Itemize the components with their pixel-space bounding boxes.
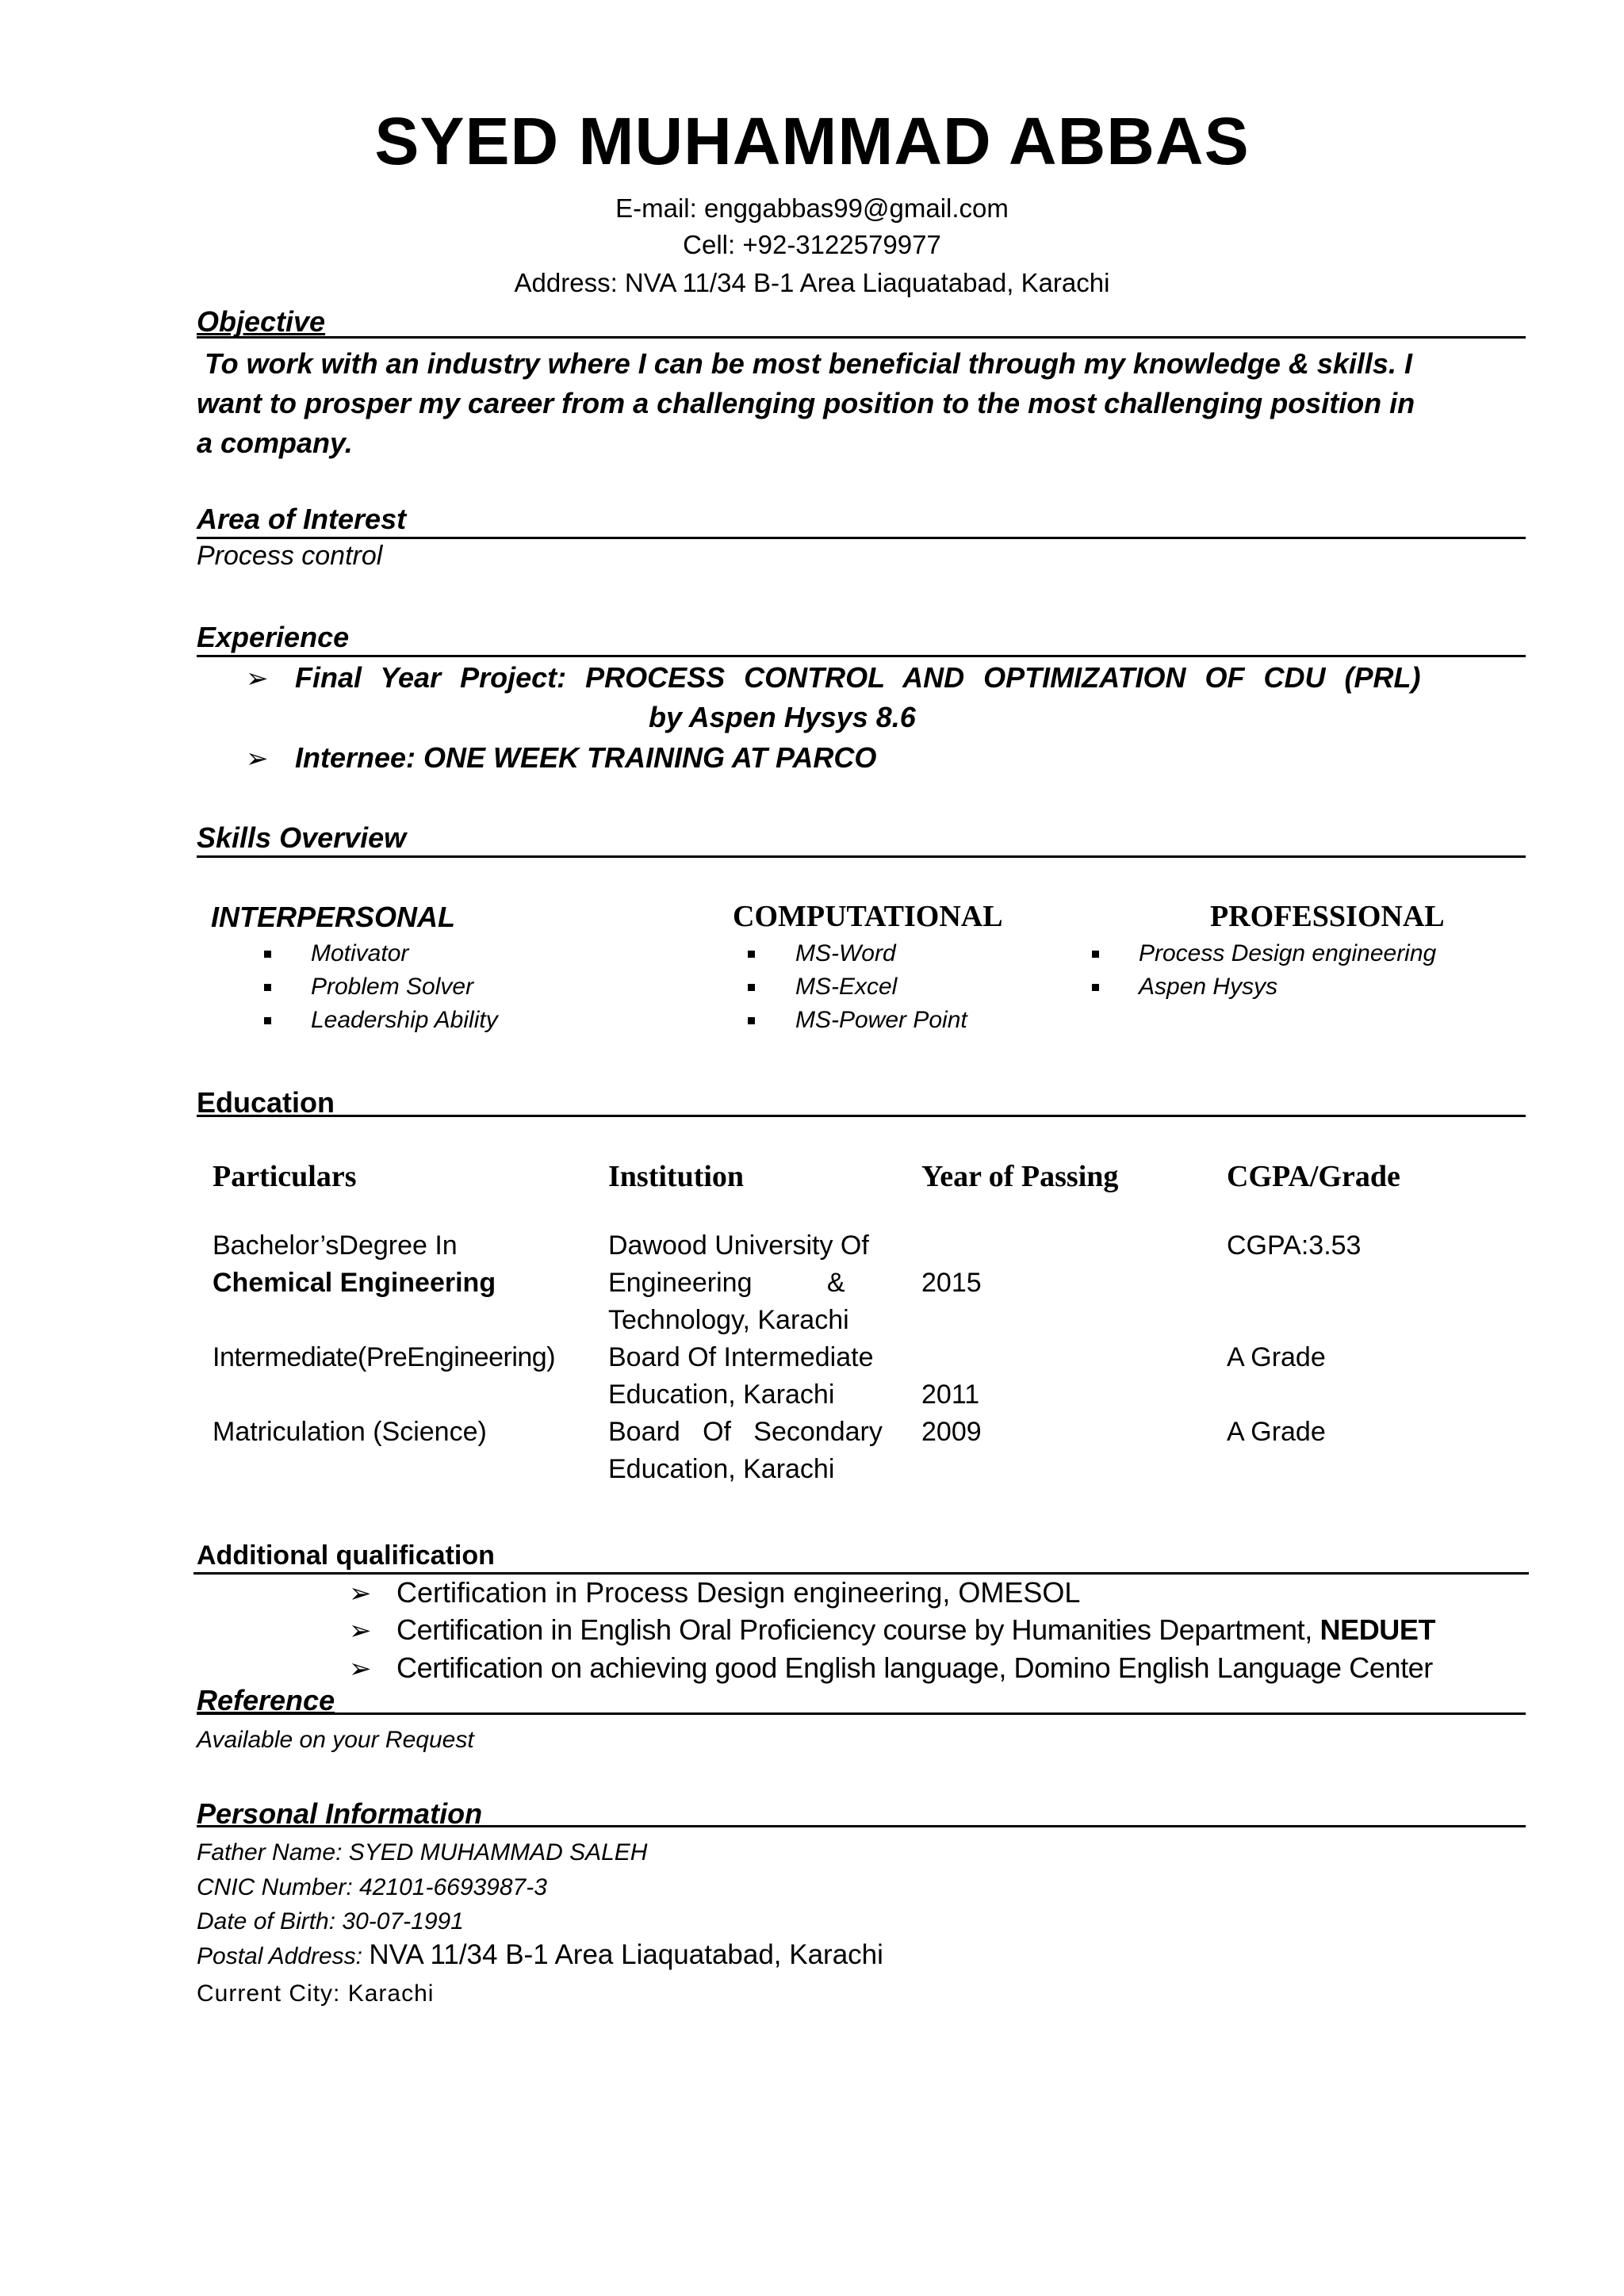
skill-item: MS-Word bbox=[795, 940, 896, 966]
reference-text: Available on your Request bbox=[197, 1727, 474, 1753]
column-header: CGPA/Grade bbox=[1227, 1160, 1400, 1193]
email-line: E-mail: enggabbas99@gmail.com bbox=[615, 193, 1009, 223]
additional-rule bbox=[193, 1572, 1529, 1575]
qualification-item: Certification on achieving good English language, Domino English Language Center bbox=[396, 1651, 1433, 1684]
skill-item: Leadership Ability bbox=[311, 1007, 498, 1033]
personal-title: Personal Information bbox=[197, 1797, 483, 1830]
table-cell: Bachelor’sDegree In bbox=[213, 1230, 458, 1261]
cnic-number: CNIC Number: 42101-6693987-3 bbox=[197, 1874, 547, 1900]
square-bullet-icon bbox=[748, 984, 755, 991]
current-city: Current City: Karachi bbox=[197, 1980, 435, 2007]
skill-item: Motivator bbox=[311, 940, 409, 966]
qualification-bold-text: NEDUET bbox=[1320, 1613, 1436, 1646]
table-cell: 2011 bbox=[921, 1380, 980, 1410]
education-rule bbox=[197, 1115, 1526, 1117]
objective-rule bbox=[197, 336, 1526, 339]
experience-item-1-line-2: by Aspen Hysys 8.6 bbox=[649, 701, 916, 733]
skill-item: MS-Power Point bbox=[795, 1007, 967, 1033]
arrow-bullet-icon: ➢ bbox=[349, 1616, 372, 1646]
experience-item-2: Internee: ONE WEEK TRAINING AT PARCO bbox=[295, 741, 877, 774]
experience-rule bbox=[197, 655, 1526, 657]
skill-item: Process Design engineering bbox=[1139, 940, 1437, 966]
square-bullet-icon bbox=[264, 1017, 271, 1024]
objective-line-2: want to prosper my career from a challenging position to the most challenging position in bbox=[197, 387, 1415, 419]
objective-line-1: To work with an industry where I can be most beneficial through my knowledge & skills. I bbox=[205, 347, 1412, 380]
personal-rule bbox=[197, 1825, 1526, 1827]
additional-title: Additional qualification bbox=[197, 1540, 495, 1571]
arrow-bullet-icon: ➢ bbox=[349, 1578, 372, 1609]
table-cell: Chemical Engineering bbox=[213, 1268, 496, 1298]
skill-item: MS-Excel bbox=[795, 974, 898, 1000]
table-cell: 2009 bbox=[921, 1417, 982, 1447]
table-cell: Intermediate(PreEngineering) bbox=[213, 1342, 556, 1372]
square-bullet-icon bbox=[748, 1017, 755, 1024]
skills-title: Skills Overview bbox=[197, 821, 407, 854]
table-cell: Board Of Intermediate bbox=[608, 1342, 874, 1372]
computational-heading: COMPUTATIONAL bbox=[733, 900, 1003, 933]
education-title: Education bbox=[197, 1086, 335, 1119]
postal-address bbox=[197, 1939, 883, 1971]
qualification-item bbox=[396, 1613, 1435, 1647]
square-bullet-icon bbox=[264, 951, 271, 958]
interest-rule bbox=[197, 537, 1526, 539]
postal-address-value: NVA 11/34 B-1 Area Liaquatabad, Karachi bbox=[369, 1939, 883, 1970]
cell-line: Cell: +92-3122579977 bbox=[683, 230, 941, 259]
table-cell: A Grade bbox=[1227, 1417, 1326, 1447]
column-header: Year of Passing bbox=[921, 1160, 1119, 1193]
table-cell: Dawood University Of bbox=[608, 1230, 869, 1261]
reference-rule bbox=[197, 1712, 1526, 1715]
column-header: Particulars bbox=[213, 1160, 357, 1193]
experience-title: Experience bbox=[197, 621, 350, 653]
table-cell: CGPA:3.53 bbox=[1227, 1230, 1362, 1261]
table-cell: Technology, Karachi bbox=[608, 1305, 849, 1335]
table-cell: 2015 bbox=[921, 1268, 982, 1298]
table-cell: Matriculation (Science) bbox=[213, 1417, 487, 1447]
arrow-bullet-icon: ➢ bbox=[246, 664, 269, 694]
skill-item: Aspen Hysys bbox=[1139, 974, 1278, 1000]
father-name: Father Name: SYED MUHAMMAD SALEH bbox=[197, 1839, 648, 1866]
square-bullet-icon bbox=[1092, 951, 1099, 958]
arrow-bullet-icon: ➢ bbox=[246, 744, 269, 774]
qualification-text: Certification in English Oral Proficiency course by Humanities Department, bbox=[396, 1613, 1320, 1646]
skills-rule bbox=[197, 855, 1526, 858]
experience-item-1: Final Year Project: PROCESS CONTROL AND OPTIMIZATION OF CDU (PRL) bbox=[295, 661, 1421, 694]
interpersonal-heading: INTERPERSONAL bbox=[211, 901, 456, 933]
interest-title: Area of Interest bbox=[197, 503, 407, 535]
qualification-item: Certification in Process Design engineering, OMESOL bbox=[396, 1576, 1081, 1609]
postal-address-label: Postal Address: bbox=[197, 1943, 370, 1969]
arrow-bullet-icon: ➢ bbox=[349, 1654, 372, 1684]
professional-heading: PROFESSIONAL bbox=[1210, 900, 1445, 933]
table-cell: A Grade bbox=[1227, 1342, 1326, 1372]
date-of-birth: Date of Birth: 30-07-1991 bbox=[197, 1908, 464, 1934]
table-cell: Education, Karachi bbox=[608, 1454, 835, 1484]
column-header: Institution bbox=[608, 1160, 745, 1193]
address-line: Address: NVA 11/34 B-1 Area Liaquatabad, Karachi bbox=[514, 268, 1110, 297]
table-cell: Engineering & bbox=[608, 1268, 845, 1298]
table-cell: Board Of Secondary bbox=[608, 1417, 883, 1447]
skill-item: Problem Solver bbox=[311, 974, 474, 1000]
square-bullet-icon bbox=[1092, 984, 1099, 991]
objective-title: Objective bbox=[197, 305, 326, 338]
candidate-name: SYED MUHAMMAD ABBAS bbox=[374, 104, 1250, 178]
reference-title: Reference bbox=[197, 1684, 335, 1716]
interest-text: Process control bbox=[197, 541, 383, 571]
square-bullet-icon bbox=[264, 984, 271, 991]
square-bullet-icon bbox=[748, 951, 755, 958]
table-cell: Education, Karachi bbox=[608, 1380, 835, 1410]
objective-line-3: a company. bbox=[197, 427, 353, 459]
